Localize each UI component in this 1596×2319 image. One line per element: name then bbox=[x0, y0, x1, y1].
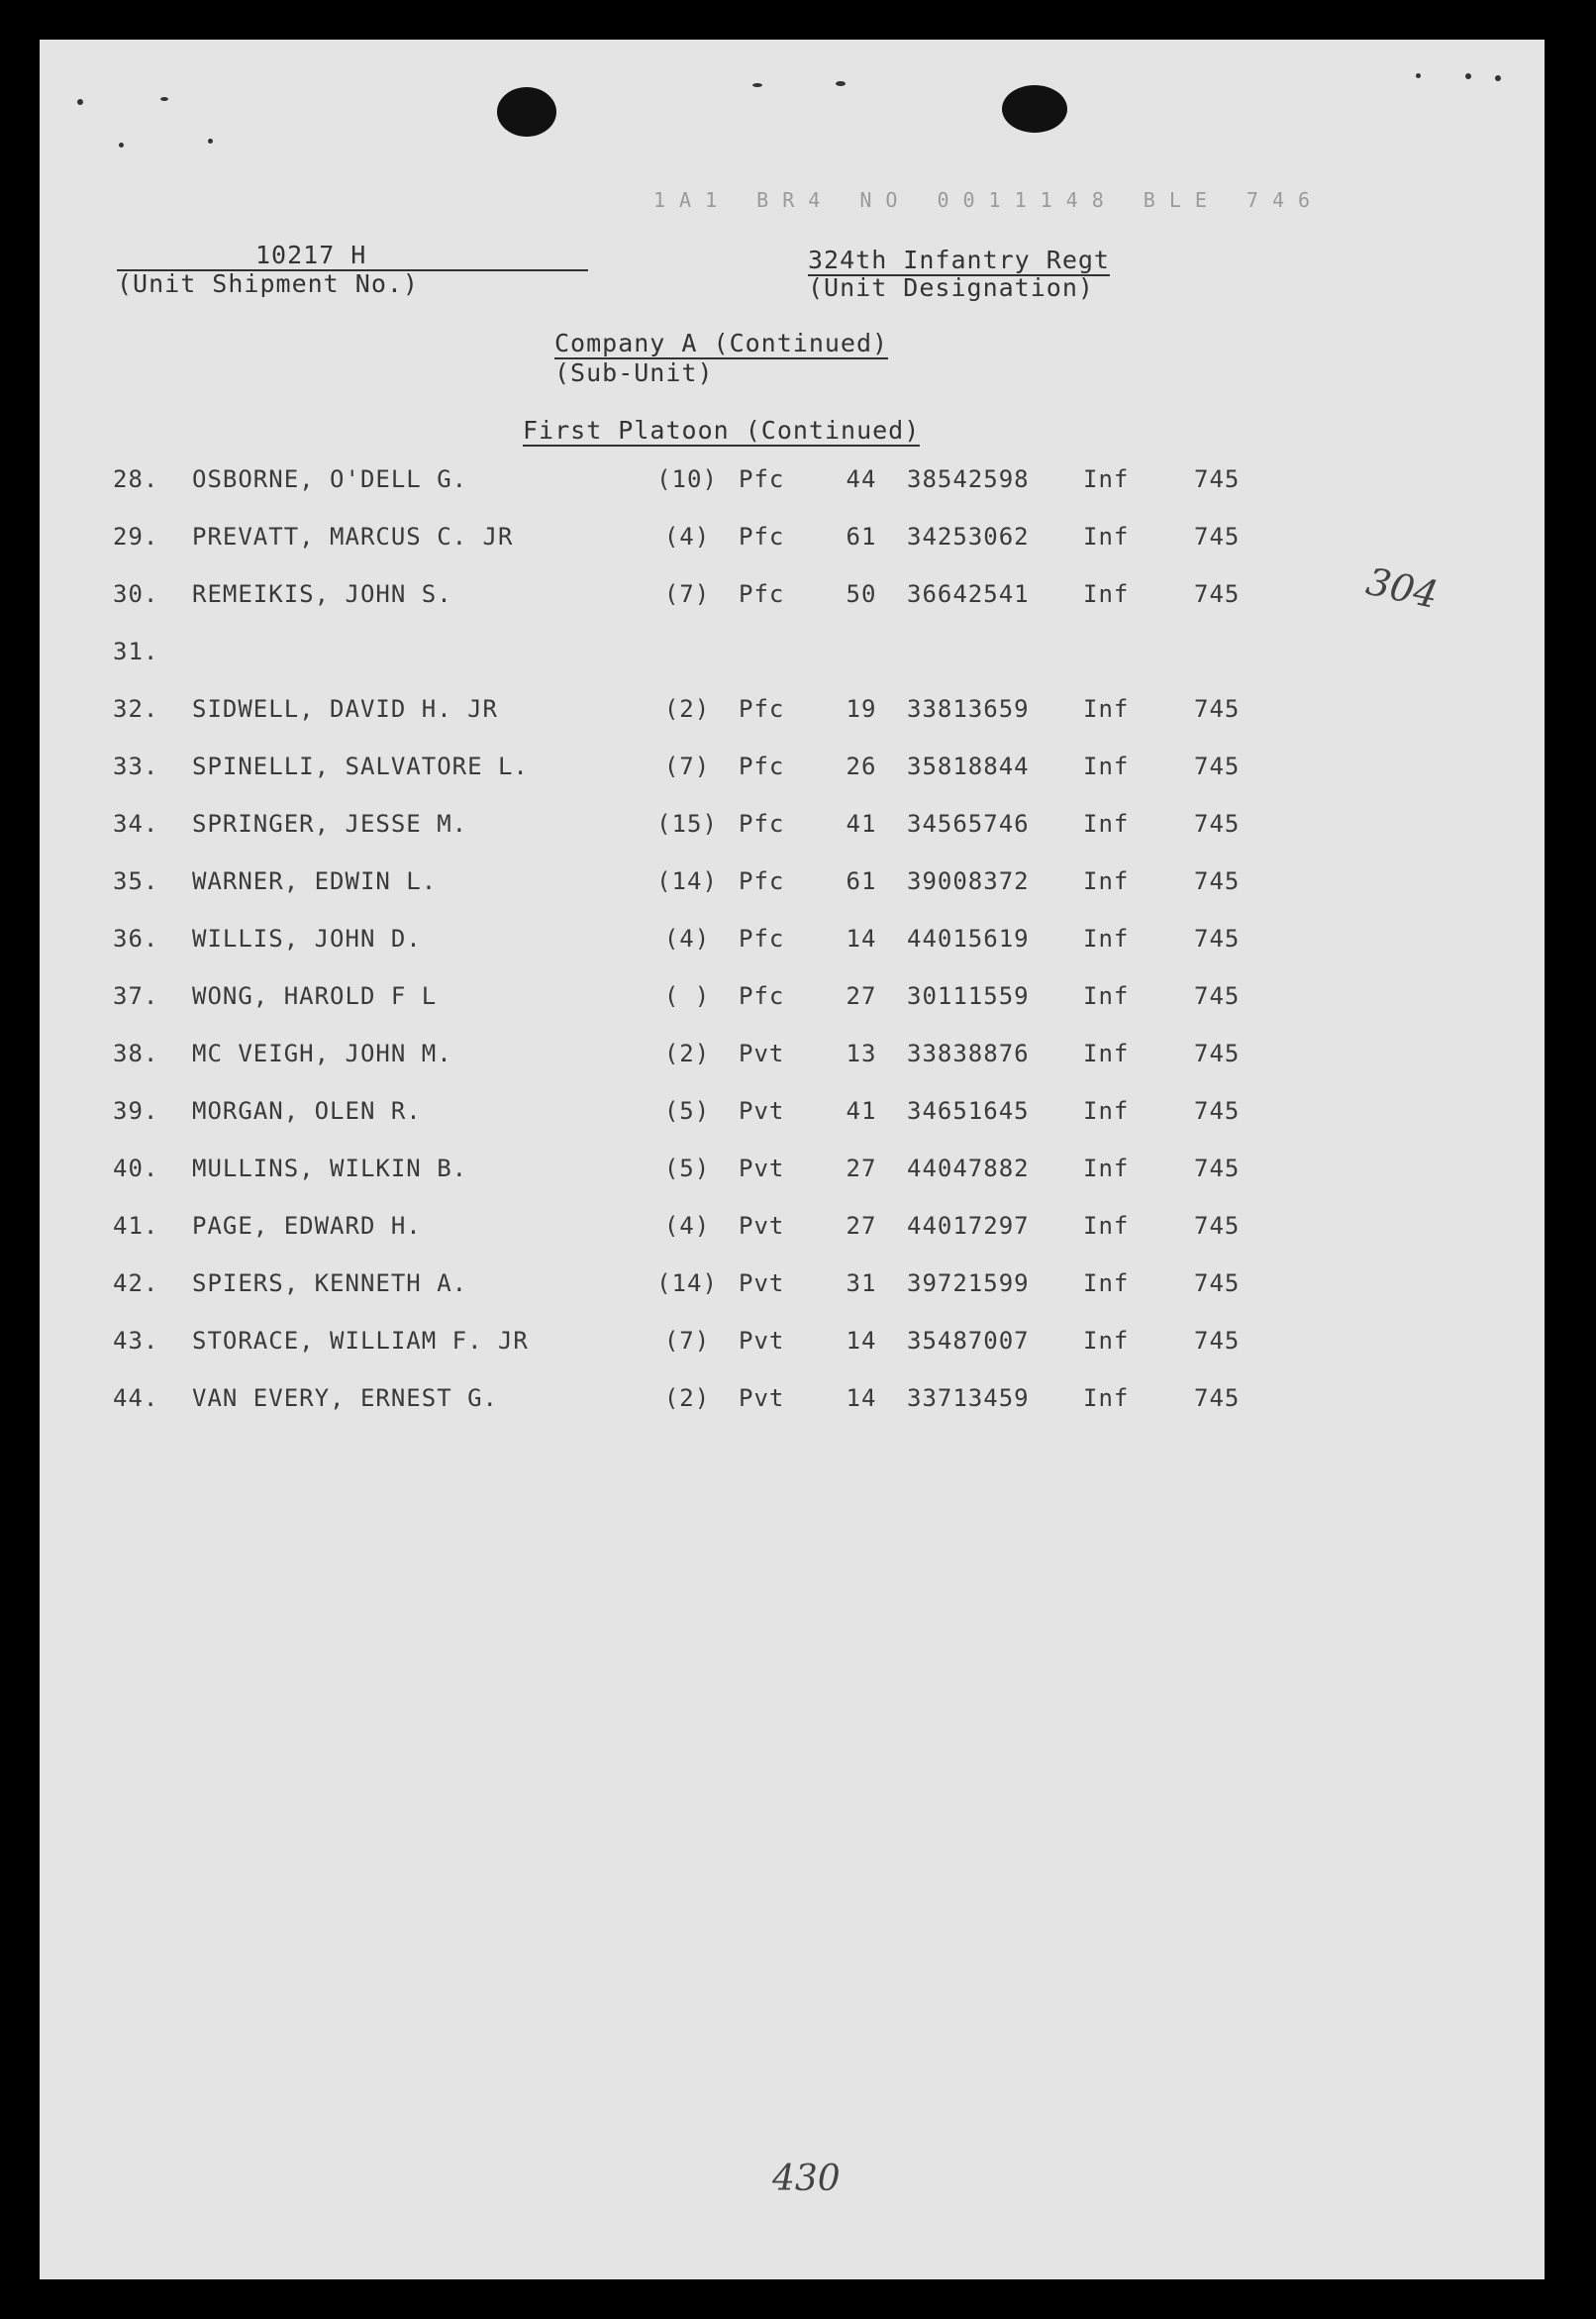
row-wt: (5) bbox=[663, 1097, 711, 1125]
row-serial: 34253062 bbox=[907, 523, 1030, 551]
row-arm: Inf bbox=[1083, 1155, 1130, 1182]
row-serial: 35487007 bbox=[907, 1327, 1030, 1355]
row-mos: 745 bbox=[1194, 1327, 1241, 1355]
row-name: OSBORNE, O'DELL G. bbox=[192, 465, 468, 493]
row-rank: Pvt bbox=[739, 1097, 785, 1125]
row-arm: Inf bbox=[1083, 867, 1130, 895]
page-number: 430 bbox=[772, 2159, 841, 2199]
row-name: WARNER, EDWIN L. bbox=[192, 867, 438, 895]
row-code: 14 bbox=[846, 1384, 877, 1412]
row-arm: Inf bbox=[1083, 1040, 1130, 1067]
row-rank: Pvt bbox=[739, 1040, 785, 1067]
row-code: 61 bbox=[846, 867, 877, 895]
row-no: 34. bbox=[113, 810, 159, 838]
row-arm: Inf bbox=[1083, 580, 1130, 608]
row-wt: (10) bbox=[656, 465, 718, 493]
row-arm: Inf bbox=[1083, 1269, 1130, 1297]
row-name: SIDWELL, DAVID H. JR bbox=[192, 695, 498, 723]
row-code: 50 bbox=[846, 580, 877, 608]
row-wt: (4) bbox=[663, 925, 711, 953]
row-rank: Pfc bbox=[739, 580, 785, 608]
row-no: 38. bbox=[113, 1040, 159, 1067]
row-arm: Inf bbox=[1083, 925, 1130, 953]
row-code: 27 bbox=[846, 982, 877, 1010]
row-no: 37. bbox=[113, 982, 159, 1010]
row-no: 41. bbox=[113, 1212, 159, 1240]
row-name: PREVATT, MARCUS C. JR bbox=[192, 523, 514, 551]
row-rank: Pvt bbox=[739, 1384, 785, 1412]
row-wt: (7) bbox=[663, 1327, 711, 1355]
row-code: 14 bbox=[846, 1327, 877, 1355]
row-rank: Pfc bbox=[739, 465, 785, 493]
row-no: 40. bbox=[113, 1155, 159, 1182]
row-name: VAN EVERY, ERNEST G. bbox=[192, 1384, 498, 1412]
row-code: 27 bbox=[846, 1212, 877, 1240]
row-rank: Pvt bbox=[739, 1269, 785, 1297]
row-rank: Pvt bbox=[739, 1155, 785, 1182]
row-mos: 745 bbox=[1194, 925, 1241, 953]
row-code: 44 bbox=[846, 465, 877, 493]
row-mos: 745 bbox=[1194, 1269, 1241, 1297]
row-wt: (2) bbox=[663, 1040, 711, 1067]
row-name: MC VEIGH, JOHN M. bbox=[192, 1040, 452, 1067]
row-no: 42. bbox=[113, 1269, 159, 1297]
row-wt: ( ) bbox=[663, 982, 711, 1010]
speck bbox=[208, 139, 213, 144]
row-serial: 33713459 bbox=[907, 1384, 1030, 1412]
sub-unit-label: (Sub-Unit) bbox=[554, 358, 714, 387]
row-mos: 745 bbox=[1194, 580, 1241, 608]
speck bbox=[119, 143, 124, 148]
row-serial: 38542598 bbox=[907, 465, 1030, 493]
row-serial: 34565746 bbox=[907, 810, 1030, 838]
speck bbox=[77, 99, 83, 105]
speck bbox=[1416, 73, 1421, 78]
row-mos: 745 bbox=[1194, 1040, 1241, 1067]
margin-note: 304 bbox=[1362, 558, 1443, 618]
row-wt: (7) bbox=[663, 753, 711, 780]
row-arm: Inf bbox=[1083, 753, 1130, 780]
row-no: 32. bbox=[113, 695, 159, 723]
row-name: REMEIKIS, JOHN S. bbox=[192, 580, 452, 608]
row-mos: 745 bbox=[1194, 1155, 1241, 1182]
row-code: 26 bbox=[846, 753, 877, 780]
row-mos: 745 bbox=[1194, 523, 1241, 551]
row-name: SPIERS, KENNETH A. bbox=[192, 1269, 468, 1297]
row-wt: (5) bbox=[663, 1155, 711, 1182]
row-code: 31 bbox=[846, 1269, 877, 1297]
row-mos: 745 bbox=[1194, 867, 1241, 895]
row-rank: Pfc bbox=[739, 523, 785, 551]
row-name: SPRINGER, JESSE M. bbox=[192, 810, 468, 838]
shipment-number-label: (Unit Shipment No.) bbox=[117, 269, 419, 298]
punch-hole-right bbox=[1002, 85, 1067, 133]
row-mos: 745 bbox=[1194, 753, 1241, 780]
shipment-number-value: 10217 H bbox=[255, 241, 367, 269]
row-no: 36. bbox=[113, 925, 159, 953]
row-mos: 745 bbox=[1194, 695, 1241, 723]
platoon-heading: First Platoon (Continued) bbox=[523, 416, 921, 445]
row-arm: Inf bbox=[1083, 695, 1130, 723]
row-mos: 745 bbox=[1194, 1384, 1241, 1412]
row-no: 35. bbox=[113, 867, 159, 895]
row-no: 30. bbox=[113, 580, 159, 608]
row-serial: 33838876 bbox=[907, 1040, 1030, 1067]
row-name: PAGE, EDWARD H. bbox=[192, 1212, 422, 1240]
speck bbox=[1465, 73, 1471, 79]
row-serial: 35818844 bbox=[907, 753, 1030, 780]
row-code: 19 bbox=[846, 695, 877, 723]
row-code: 14 bbox=[846, 925, 877, 953]
row-arm: Inf bbox=[1083, 810, 1130, 838]
row-mos: 745 bbox=[1194, 982, 1241, 1010]
row-rank: Pfc bbox=[739, 925, 785, 953]
shipment-number bbox=[117, 241, 588, 271]
row-no: 31. bbox=[113, 638, 159, 665]
row-arm: Inf bbox=[1083, 1212, 1130, 1240]
row-serial: 34651645 bbox=[907, 1097, 1030, 1125]
row-no: 29. bbox=[113, 523, 159, 551]
row-no: 43. bbox=[113, 1327, 159, 1355]
row-serial: 30111559 bbox=[907, 982, 1030, 1010]
row-serial: 44017297 bbox=[907, 1212, 1030, 1240]
row-arm: Inf bbox=[1083, 1097, 1130, 1125]
speck bbox=[752, 83, 762, 87]
row-serial: 39721599 bbox=[907, 1269, 1030, 1297]
row-mos: 745 bbox=[1194, 1097, 1241, 1125]
row-rank: Pfc bbox=[739, 982, 785, 1010]
row-rank: Pvt bbox=[739, 1212, 785, 1240]
row-name: MORGAN, OLEN R. bbox=[192, 1097, 422, 1125]
row-name: WILLIS, JOHN D. bbox=[192, 925, 422, 953]
row-name: MULLINS, WILKIN B. bbox=[192, 1155, 468, 1182]
row-arm: Inf bbox=[1083, 1384, 1130, 1412]
row-no: 33. bbox=[113, 753, 159, 780]
row-wt: (2) bbox=[663, 695, 711, 723]
speck bbox=[160, 97, 168, 101]
row-no: 39. bbox=[113, 1097, 159, 1125]
row-rank: Pfc bbox=[739, 810, 785, 838]
row-serial: 33813659 bbox=[907, 695, 1030, 723]
row-wt: (4) bbox=[663, 523, 711, 551]
punch-hole-left bbox=[497, 87, 556, 137]
speck bbox=[1495, 75, 1501, 81]
row-wt: (15) bbox=[656, 810, 718, 838]
row-wt: (14) bbox=[656, 1269, 718, 1297]
row-no: 28. bbox=[113, 465, 159, 493]
row-mos: 745 bbox=[1194, 1212, 1241, 1240]
sub-unit: Company A (Continued) bbox=[554, 329, 889, 357]
row-code: 61 bbox=[846, 523, 877, 551]
row-rank: Pfc bbox=[739, 753, 785, 780]
row-wt: (4) bbox=[663, 1212, 711, 1240]
unit-designation: 324th Infantry Regt bbox=[808, 246, 1110, 274]
row-rank: Pfc bbox=[739, 695, 785, 723]
row-code: 13 bbox=[846, 1040, 877, 1067]
row-arm: Inf bbox=[1083, 465, 1130, 493]
row-mos: 745 bbox=[1194, 810, 1241, 838]
row-serial: 44015619 bbox=[907, 925, 1030, 953]
row-arm: Inf bbox=[1083, 523, 1130, 551]
row-name: WONG, HAROLD F L bbox=[192, 982, 438, 1010]
document-page bbox=[40, 40, 1545, 2279]
row-rank: Pfc bbox=[739, 867, 785, 895]
row-wt: (2) bbox=[663, 1384, 711, 1412]
row-arm: Inf bbox=[1083, 982, 1130, 1010]
row-code: 27 bbox=[846, 1155, 877, 1182]
row-serial: 44047882 bbox=[907, 1155, 1030, 1182]
row-wt: (14) bbox=[656, 867, 718, 895]
row-serial: 36642541 bbox=[907, 580, 1030, 608]
row-code: 41 bbox=[846, 1097, 877, 1125]
row-rank: Pvt bbox=[739, 1327, 785, 1355]
row-no: 44. bbox=[113, 1384, 159, 1412]
unit-designation-label: (Unit Designation) bbox=[808, 273, 1094, 302]
speck bbox=[836, 81, 846, 86]
row-wt: (7) bbox=[663, 580, 711, 608]
row-mos: 745 bbox=[1194, 465, 1241, 493]
row-name: STORACE, WILLIAM F. JR bbox=[192, 1327, 529, 1355]
row-arm: Inf bbox=[1083, 1327, 1130, 1355]
row-name: SPINELLI, SALVATORE L. bbox=[192, 753, 529, 780]
row-serial: 39008372 bbox=[907, 867, 1030, 895]
faint-stamp: 1A1 BR4 NO 0011148 BLE 746 bbox=[653, 188, 1325, 212]
row-code: 41 bbox=[846, 810, 877, 838]
